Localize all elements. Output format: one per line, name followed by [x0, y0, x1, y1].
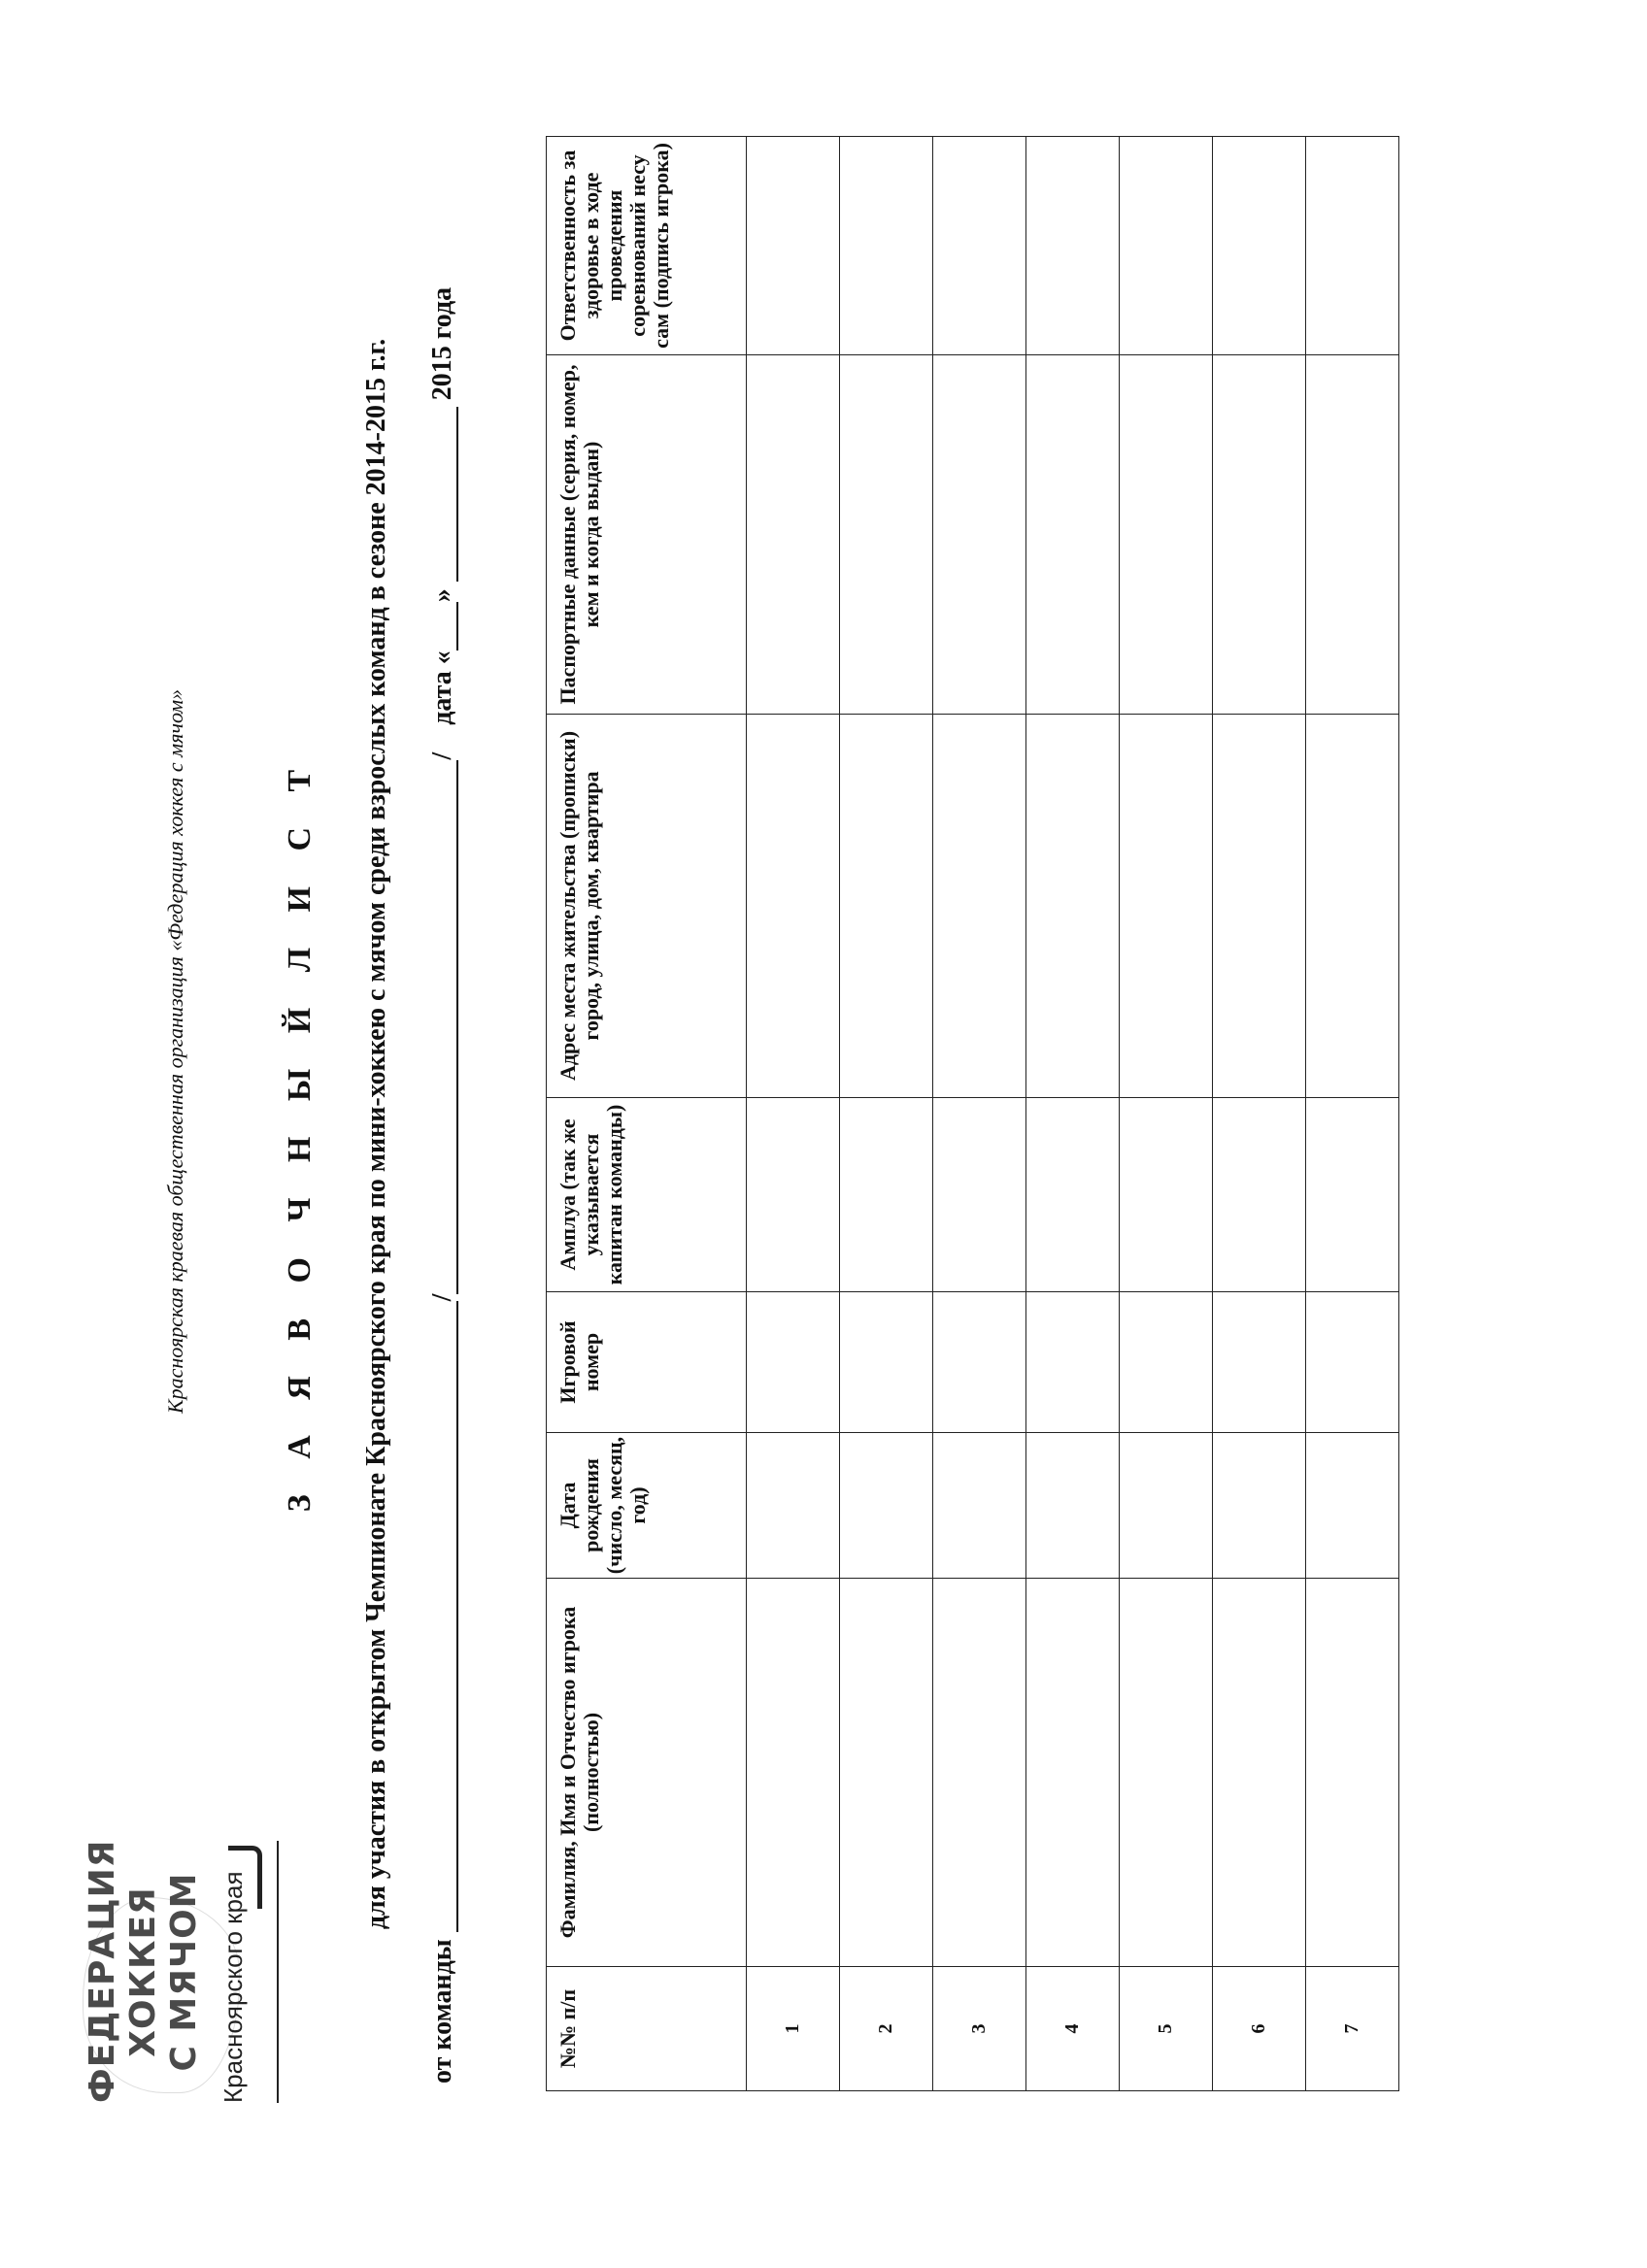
- month-blank[interactable]: [431, 407, 458, 582]
- table-cell[interactable]: [1026, 355, 1120, 715]
- column-header-address: Адрес места жительства (прописки) город, улица, дом, квартира: [547, 715, 747, 1098]
- table-cell[interactable]: [840, 1579, 933, 1967]
- federation-logo: [73, 1841, 279, 2103]
- table-cell[interactable]: [1026, 1098, 1120, 1292]
- table-cell[interactable]: [1306, 1579, 1399, 1967]
- table-cell[interactable]: [933, 137, 1026, 355]
- row-number: 4: [1026, 1967, 1120, 2091]
- table-row: [1306, 137, 1399, 2091]
- table-cell[interactable]: [1120, 1579, 1213, 1967]
- table-cell[interactable]: [1306, 715, 1399, 1098]
- table-row: [840, 137, 933, 2091]
- table-row: [1120, 137, 1213, 2091]
- team-city-blank[interactable]: [431, 760, 458, 1294]
- table-cell[interactable]: [1026, 1292, 1120, 1433]
- organization-name: Красноярская краевая общественная организация «Федерация хоккея с мячом»: [163, 688, 187, 1414]
- table-cell[interactable]: [933, 1098, 1026, 1292]
- slash-separator: /: [427, 1293, 457, 1302]
- table-cell[interactable]: [1213, 715, 1306, 1098]
- table-row: [1026, 137, 1120, 2091]
- table-row: [1213, 137, 1306, 2091]
- table-cell[interactable]: [1120, 1292, 1213, 1433]
- column-header-position: Амплуа (так же указывается капитан команды): [547, 1098, 747, 1292]
- row-number: 7: [1306, 1967, 1399, 2091]
- table-cell[interactable]: [1306, 1433, 1399, 1579]
- table-cell[interactable]: [933, 355, 1026, 715]
- table-cell[interactable]: [933, 715, 1026, 1098]
- table-cell[interactable]: [1306, 137, 1399, 355]
- table-cell[interactable]: [840, 1292, 933, 1433]
- row-number: 2: [840, 1967, 933, 2091]
- column-header-game-number: Игровой номер: [547, 1292, 747, 1433]
- table-cell[interactable]: [1120, 355, 1213, 715]
- players-table: [546, 136, 1399, 2091]
- column-header-full-name: Фамилия, Имя и Отчество игрока (полностью): [547, 1579, 747, 1967]
- page-title: З А Я В О Ч Н Ы Й Л И С Т: [282, 755, 318, 1513]
- table-row: [747, 137, 840, 2091]
- table-cell[interactable]: [1120, 137, 1213, 355]
- logo-line-3: С МЯЧОМ: [164, 1872, 204, 2072]
- table-cell[interactable]: [1213, 355, 1306, 715]
- table-cell[interactable]: [840, 355, 933, 715]
- table-cell[interactable]: [1120, 1433, 1213, 1579]
- table-cell[interactable]: [840, 715, 933, 1098]
- table-cell[interactable]: [1120, 1098, 1213, 1292]
- table-cell[interactable]: [1120, 715, 1213, 1098]
- row-number: 5: [1120, 1967, 1213, 2091]
- row-number: 6: [1213, 1967, 1306, 2091]
- date-label: дата «: [427, 650, 457, 725]
- logo-region: Красноярского края: [218, 1871, 248, 2103]
- table-cell[interactable]: [747, 355, 840, 715]
- table-row: [933, 137, 1026, 2091]
- table-cell[interactable]: [933, 1579, 1026, 1967]
- logo-line-1: ФЕДЕРАЦИЯ: [83, 1839, 122, 2103]
- year-label: 2015 года: [427, 286, 457, 401]
- table-cell[interactable]: [1026, 1433, 1120, 1579]
- row-number: 1: [747, 1967, 840, 2091]
- table-cell[interactable]: [1306, 1098, 1399, 1292]
- row-number: 3: [933, 1967, 1026, 2091]
- column-header-health-signature: Ответственность за здоровье в ходе проведения соревнований несу сам (подпись игрока): [547, 137, 747, 355]
- page-subtitle: для участия в открытом Чемпионате Красноярского края по мини-хоккею с мячом среди взрослых команд в сезоне 2014-2015 г.г.: [361, 338, 391, 1930]
- slash-separator: /: [427, 751, 457, 760]
- hockey-stick-icon: [228, 1846, 262, 1909]
- table-cell[interactable]: [1306, 1292, 1399, 1433]
- table-cell[interactable]: [840, 137, 933, 355]
- team-line: [427, 287, 458, 2084]
- table-cell[interactable]: [1213, 1579, 1306, 1967]
- table-cell[interactable]: [840, 1098, 933, 1292]
- table-cell[interactable]: [1213, 137, 1306, 355]
- table-cell[interactable]: [1213, 1098, 1306, 1292]
- table-cell[interactable]: [747, 1579, 840, 1967]
- from-team-label: от команды: [427, 1939, 457, 2084]
- table-cell[interactable]: [933, 1433, 1026, 1579]
- table-cell[interactable]: [933, 1292, 1026, 1433]
- logo-line-2: ХОККЕЯ: [123, 1886, 163, 2057]
- table-cell[interactable]: [747, 715, 840, 1098]
- table-cell[interactable]: [747, 137, 840, 355]
- table-cell[interactable]: [747, 1292, 840, 1433]
- table-cell[interactable]: [1306, 355, 1399, 715]
- date-close-quote: »: [427, 588, 457, 603]
- column-header-number: №№ п/п: [547, 1967, 747, 2091]
- table-cell[interactable]: [840, 1433, 933, 1579]
- table-cell[interactable]: [1213, 1292, 1306, 1433]
- table-cell[interactable]: [747, 1433, 840, 1579]
- table-cell[interactable]: [1026, 137, 1120, 355]
- table-cell[interactable]: [1026, 1579, 1120, 1967]
- table-header-row: [547, 137, 747, 2091]
- table-cell[interactable]: [1213, 1433, 1306, 1579]
- day-blank[interactable]: [431, 602, 458, 650]
- table-cell[interactable]: [747, 1098, 840, 1292]
- team-name-blank[interactable]: [431, 1301, 458, 1932]
- column-header-birth-date: Дата рождения (число, месяц, год): [547, 1433, 747, 1579]
- table-cell[interactable]: [1026, 715, 1120, 1098]
- column-header-passport: Паспортные данные (серия, номер, кем и когда выдан): [547, 355, 747, 715]
